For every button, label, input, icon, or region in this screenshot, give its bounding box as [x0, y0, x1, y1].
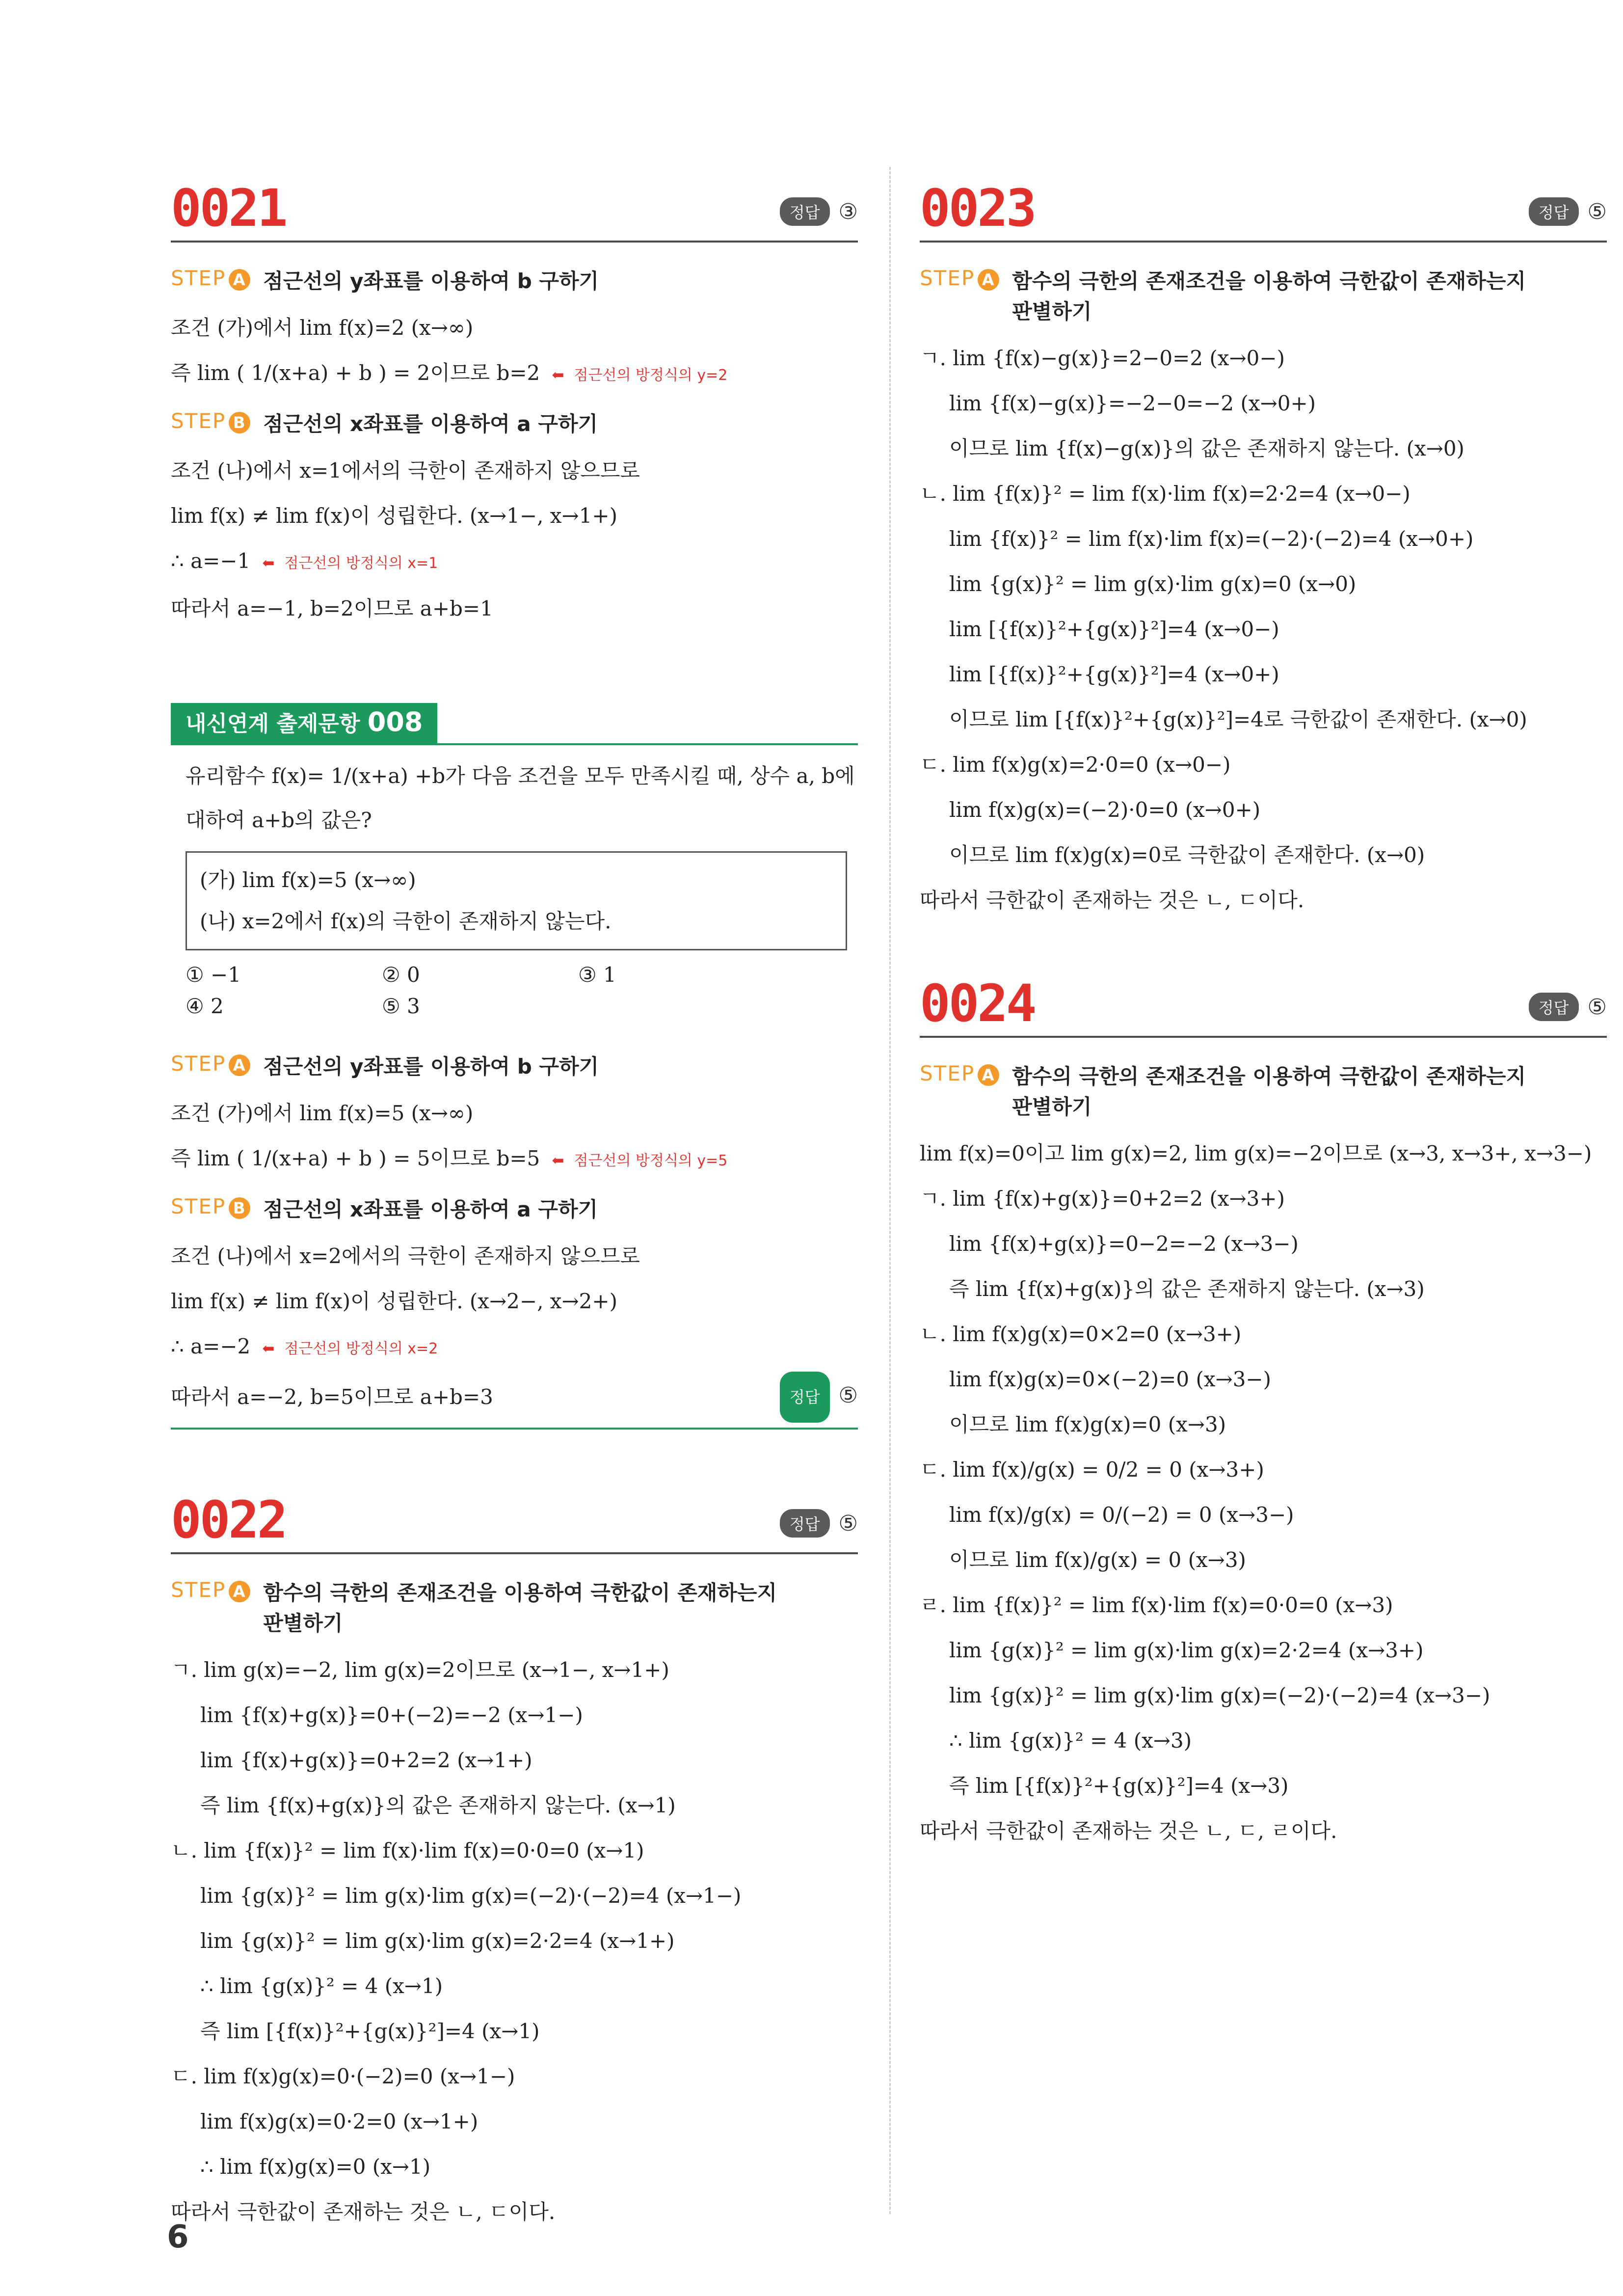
- solution-line: ㄷ. lim f(x)/g(x) = 0/2 = 0 (x→3+): [920, 1458, 1264, 1482]
- solution-line: 따라서 a=−1, b=2이므로 a+b=1: [171, 596, 493, 621]
- solution-line: 즉 lim [{f(x)}²+{g(x)}²]=4 (x→3): [949, 1774, 1289, 1798]
- solution-line: 따라서 극한값이 존재하는 것은 ㄴ, ㄷ이다.: [171, 2200, 556, 2224]
- step-title: 점근선의 y좌표를 이용하여 b 구하기: [263, 269, 599, 293]
- condition-line: (가) lim f(x)=5 (x→∞): [200, 868, 416, 892]
- answer-indicator: [780, 1509, 858, 1538]
- answer-badge: 정답: [1529, 197, 1579, 226]
- solution-line: 즉 lim ( 1/(x+a) + b ) = 5이므로 b=5 ⬅ 점근선의 방정식의 y=5: [171, 1146, 728, 1170]
- step-letter-icon: B: [229, 412, 250, 433]
- solution-line: lim [{f(x)}²+{g(x)}²]=4 (x→0−): [949, 617, 1279, 641]
- step-title: 함수의 극한의 존재조건을 이용하여 극한값이 존재하는지 판별하기: [1012, 269, 1526, 324]
- solution-line: lim {f(x)}² = lim f(x)·lim f(x)=(−2)·(−2)=4 (x→0+): [949, 527, 1474, 551]
- step-title: 함수의 극한의 존재조건을 이용하여 극한값이 존재하는지 판별하기: [1012, 1064, 1526, 1119]
- solution-line: lim {f(x)+g(x)}=0+(−2)=−2 (x→1−): [200, 1703, 583, 1727]
- solution-line: lim {g(x)}² = lim g(x)·lim g(x)=2·2=4 (x→1+): [200, 1929, 675, 1953]
- choice-5: ⑤ 3: [382, 994, 420, 1018]
- problem-number: 0023: [920, 178, 1035, 238]
- solution-line: lim {g(x)}² = lim g(x)·lim g(x)=2·2=4 (x→3+): [949, 1638, 1424, 1662]
- step-title: 점근선의 x좌표를 이용하여 a 구하기: [263, 1197, 598, 1221]
- solution-line: ∴ lim {g(x)}² = 4 (x→3): [949, 1729, 1192, 1753]
- step-letter-icon: A: [978, 269, 999, 291]
- solution-line: ㄷ. lim f(x)g(x)=2·0=0 (x→0−): [920, 753, 1231, 777]
- solution-line: lim f(x)=0이고 lim g(x)=2, lim g(x)=−2이므로 (x→3, x→3+, x→3−): [920, 1141, 1592, 1165]
- solution-line: ㄴ. lim {f(x)}² = lim f(x)·lim f(x)=2·2=4 (x→0−): [920, 482, 1410, 506]
- solution-line: 따라서 a=−2, b=5이므로 a+b=3 정답 ⑤: [171, 1372, 858, 1423]
- step-letter-icon: A: [229, 1054, 250, 1076]
- column-divider: [889, 167, 891, 2214]
- answer-choices: [171, 959, 858, 1022]
- answer-indicator: [1529, 197, 1607, 226]
- step-title: 점근선의 x좌표를 이용하여 a 구하기: [263, 412, 598, 436]
- problem-0021: [171, 178, 858, 631]
- answer-value: ⑤: [1587, 994, 1607, 1020]
- answer-badge: 정답: [780, 1509, 830, 1538]
- solution-line: 이므로 lim [{f(x)}²+{g(x)}²]=4로 극한값이 존재한다. (x→0): [949, 707, 1527, 731]
- solution-line: ㄴ. lim {f(x)}² = lim f(x)·lim f(x)=0·0=0 (x→1): [171, 1838, 644, 1863]
- page-number: 6: [167, 2219, 189, 2255]
- step-letter-icon: A: [978, 1064, 999, 1086]
- solution-line: lim f(x)/g(x) = 0/(−2) = 0 (x→3−): [949, 1503, 1294, 1527]
- problem-number: 0022: [171, 1490, 286, 1550]
- solution-line: lim {f(x)−g(x)}=−2−0=−2 (x→0+): [949, 391, 1316, 415]
- solution-line: lim f(x) ≠ lim f(x)이 성립한다. (x→1−, x→1+): [171, 504, 617, 528]
- answer-indicator: [1529, 993, 1607, 1021]
- question-text: 대하여 a+b의 값은?: [186, 808, 372, 832]
- solution-line: ㄴ. lim f(x)g(x)=0×2=0 (x→3+): [920, 1322, 1242, 1346]
- side-note: 점근선의 방정식의 x=2: [284, 1340, 438, 1357]
- problem-header: [171, 1490, 858, 1554]
- arrow-left-icon: ⬅: [552, 367, 564, 384]
- step-label: STEP A: [171, 266, 250, 291]
- step-label: STEP B: [171, 409, 250, 433]
- solution-line: lim f(x)g(x)=0·2=0 (x→1+): [200, 2109, 479, 2134]
- solution-line: lim {f(x)+g(x)}=0−2=−2 (x→3−): [949, 1232, 1299, 1256]
- step-letter-icon: A: [229, 269, 250, 291]
- step-a: [171, 1052, 858, 1082]
- solution-line: 즉 lim [{f(x)}²+{g(x)}²]=4 (x→1): [200, 2019, 540, 2043]
- side-note: 점근선의 방정식의 y=2: [574, 367, 728, 384]
- right-column: [920, 178, 1607, 1854]
- solution-line: 즉 lim {f(x)+g(x)}의 값은 존재하지 않는다. (x→1): [200, 1793, 676, 1817]
- problem-number: 0021: [171, 178, 286, 238]
- step-a: [171, 1578, 858, 1639]
- linked-problem-end-rule: [171, 1428, 858, 1430]
- solution-line: ㄱ. lim g(x)=−2, lim g(x)=2이므로 (x→1−, x→1+): [171, 1658, 669, 1682]
- solution-line: ∴ lim {g(x)}² = 4 (x→1): [200, 1974, 443, 1998]
- step-title: 함수의 극한의 존재조건을 이용하여 극한값이 존재하는지 판별하기: [263, 1581, 777, 1635]
- problem-0024: [920, 973, 1607, 1854]
- answer-badge: 정답: [780, 197, 830, 226]
- solution-line: 조건 (나)에서 x=2에서의 극한이 존재하지 않으므로: [171, 1244, 640, 1268]
- linked-problem-tag: 내신연계 출제문항 008: [171, 703, 437, 743]
- problem-header: [920, 178, 1607, 243]
- solution-line: 이므로 lim {f(x)−g(x)}의 값은 존재하지 않는다. (x→0): [949, 436, 1464, 460]
- solution-line: lim {f(x)+g(x)}=0+2=2 (x→1+): [200, 1748, 532, 1772]
- solution-line: lim {g(x)}² = lim g(x)·lim g(x)=(−2)·(−2)=4 (x→3−): [949, 1683, 1490, 1707]
- linked-problem-008: [171, 705, 858, 1430]
- problem-0022: [171, 1490, 858, 2235]
- left-column: [171, 178, 858, 2235]
- solution-line: 따라서 극한값이 존재하는 것은 ㄴ, ㄷ이다.: [920, 888, 1304, 912]
- side-note: 점근선의 방정식의 y=5: [574, 1152, 728, 1169]
- solution-line: 조건 (나)에서 x=1에서의 극한이 존재하지 않으므로: [171, 459, 640, 483]
- answer-badge: 정답: [1529, 993, 1579, 1021]
- choice-4: ④ 2: [186, 994, 224, 1018]
- solution-line: lim {g(x)}² = lim g(x)·lim g(x)=(−2)·(−2)=4 (x→1−): [200, 1884, 742, 1908]
- solution-line: lim f(x)g(x)=0×(−2)=0 (x→3−): [949, 1367, 1272, 1391]
- solution-line: 이므로 lim f(x)g(x)=0로 극한값이 존재한다. (x→0): [949, 843, 1425, 867]
- solution-line: 즉 lim ( 1/(x+a) + b ) = 2이므로 b=2 ⬅ 점근선의 방정식의 y=2: [171, 361, 728, 385]
- solution-line: lim {g(x)}² = lim g(x)·lim g(x)=0 (x→0): [949, 572, 1357, 596]
- step-title: 점근선의 y좌표를 이용하여 b 구하기: [263, 1054, 599, 1079]
- arrow-left-icon: ⬅: [262, 1340, 275, 1357]
- solution-line: lim f(x)g(x)=(−2)·0=0 (x→0+): [949, 798, 1261, 822]
- answer-value: ③: [838, 199, 858, 224]
- problem-0023: [920, 178, 1607, 923]
- solution-line: ㄱ. lim {f(x)−g(x)}=2−0=2 (x→0−): [920, 346, 1285, 370]
- step-b: [171, 409, 858, 439]
- solution-line: ㄷ. lim f(x)g(x)=0·(−2)=0 (x→1−): [171, 2064, 515, 2088]
- solution-line: 따라서 극한값이 존재하는 것은 ㄴ, ㄷ, ㄹ이다.: [920, 1819, 1337, 1843]
- answer-indicator: [780, 197, 858, 226]
- answer-value: ⑤: [838, 1383, 858, 1408]
- arrow-left-icon: ⬅: [262, 555, 275, 572]
- answer-badge: 정답: [780, 1372, 830, 1423]
- solution-line: lim [{f(x)}²+{g(x)}²]=4 (x→0+): [949, 662, 1279, 686]
- solution-line: lim f(x) ≠ lim f(x)이 성립한다. (x→2−, x→2+): [171, 1289, 617, 1313]
- step-label: STEP A: [920, 266, 999, 291]
- question-text: 유리함수 f(x)= 1/(x+a) +b가 다음 조건을 모두 만족시킬 때, 상수 a, b에: [186, 764, 855, 788]
- solution-line: 조건 (가)에서 lim f(x)=5 (x→∞): [171, 1101, 474, 1125]
- step-label: STEP B: [171, 1194, 250, 1219]
- solution-line: 조건 (가)에서 lim f(x)=2 (x→∞): [171, 316, 474, 340]
- step-letter-icon: B: [229, 1197, 250, 1219]
- problem-header: [920, 973, 1607, 1038]
- choice-1: ① −1: [186, 963, 241, 987]
- choice-2: ② 0: [382, 963, 420, 987]
- side-note: 점근선의 방정식의 x=1: [284, 555, 438, 572]
- step-a: [171, 266, 858, 297]
- linked-problem-header: [171, 705, 858, 745]
- solution-line: ∴ a=−2 ⬅ 점근선의 방정식의 x=2: [171, 1334, 438, 1358]
- step-label: STEP A: [171, 1578, 250, 1602]
- step-a: [920, 266, 1607, 327]
- solution-line: ∴ a=−1 ⬅ 점근선의 방정식의 x=1: [171, 549, 438, 573]
- answer-value: ⑤: [1587, 199, 1607, 224]
- step-a: [920, 1061, 1607, 1122]
- solution-line: 이므로 lim f(x)/g(x) = 0 (x→3): [949, 1548, 1246, 1572]
- solution-line: ∴ lim f(x)g(x)=0 (x→1): [200, 2155, 431, 2179]
- answer-value: ⑤: [838, 1511, 858, 1536]
- solution-line: 즉 lim {f(x)+g(x)}의 값은 존재하지 않는다. (x→3): [949, 1277, 1425, 1301]
- step-b: [171, 1194, 858, 1225]
- solution-line: ㄱ. lim {f(x)+g(x)}=0+2=2 (x→3+): [920, 1187, 1285, 1211]
- arrow-left-icon: ⬅: [552, 1152, 564, 1169]
- condition-box: [186, 851, 847, 950]
- condition-line: (나) x=2에서 f(x)의 극한이 존재하지 않는다.: [200, 909, 612, 933]
- solution-line: ㄹ. lim {f(x)}² = lim f(x)·lim f(x)=0·0=0 (x→3): [920, 1593, 1393, 1617]
- step-label: STEP A: [920, 1061, 999, 1086]
- solution-line: 이므로 lim f(x)g(x)=0 (x→3): [949, 1412, 1226, 1436]
- choice-3: ③ 1: [578, 963, 616, 987]
- problem-header: [171, 178, 858, 243]
- problem-number: 0024: [920, 973, 1035, 1033]
- answer-indicator: [780, 1372, 858, 1423]
- step-label: STEP A: [171, 1052, 250, 1076]
- step-letter-icon: A: [229, 1581, 250, 1602]
